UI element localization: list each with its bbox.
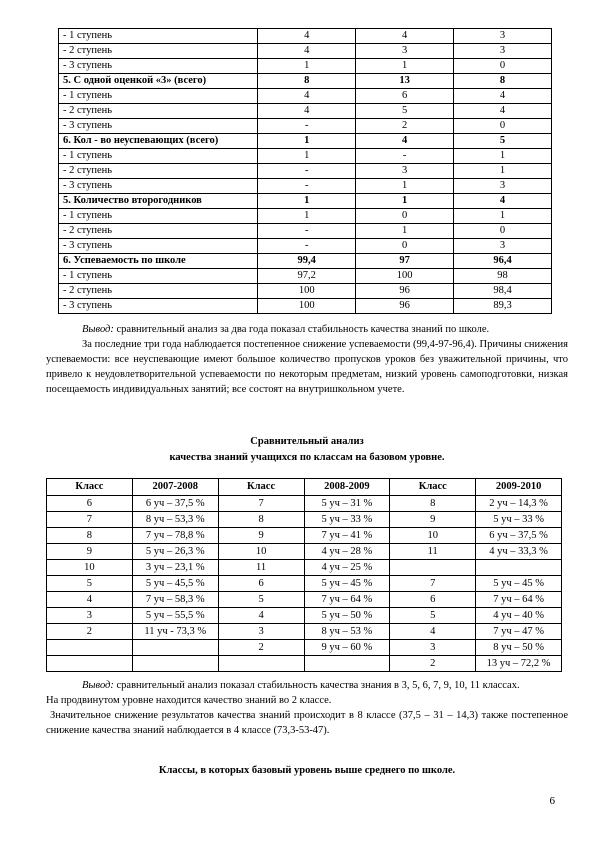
quality-2007: 11 уч - 73,3 %: [132, 624, 218, 640]
conclusion-text-2: сравнительный анализ показал стабильность качества знания в 3, 5, 6, 7, 9, 10, 11 классах.: [113, 680, 520, 691]
value-2009: 1: [454, 209, 552, 224]
class-2008: [218, 656, 304, 672]
table-row: [59, 134, 552, 149]
table-row: [59, 149, 552, 164]
comparison-heading-line2: качества знаний учащихся по классам на базовом уровне.: [169, 452, 445, 463]
class-2008: 4: [218, 608, 304, 624]
value-2009: 1: [454, 164, 552, 179]
table-row: [59, 119, 552, 134]
quality-2009: 5 уч – 33 %: [476, 512, 562, 528]
value-2008: 96: [356, 284, 454, 299]
class-2009: 9: [390, 512, 476, 528]
table-row: [59, 284, 552, 299]
value-2008: 4: [356, 29, 454, 44]
class-2007: 5: [47, 576, 133, 592]
class-2007: 3: [47, 608, 133, 624]
table-row: [59, 74, 552, 89]
value-2008: 96: [356, 299, 454, 314]
quality-2008: 5 уч – 50 %: [304, 608, 390, 624]
class-2008: 2: [218, 640, 304, 656]
value-2007: 4: [258, 104, 356, 119]
table-row: [59, 254, 552, 269]
table-row: [59, 164, 552, 179]
quality-2008: 5 уч – 45 %: [304, 576, 390, 592]
header-class-3: Класс: [390, 479, 476, 496]
table-row: [47, 656, 562, 672]
class-2007: 4: [47, 592, 133, 608]
table-row: [47, 560, 562, 576]
conclusion-lead-2: Вывод:: [82, 680, 114, 691]
class-2008: 8: [218, 512, 304, 528]
value-2007: -: [258, 239, 356, 254]
class-comparison-table: [46, 478, 562, 672]
value-2009: 98,4: [454, 284, 552, 299]
class-2009: 2: [390, 656, 476, 672]
table-row: [47, 496, 562, 512]
quality-2007: 5 уч – 26,3 %: [132, 544, 218, 560]
value-2007: 1: [258, 134, 356, 149]
quality-2009: 13 уч – 72,2 %: [476, 656, 562, 672]
quality-2008: 9 уч – 60 %: [304, 640, 390, 656]
table-row: [59, 29, 552, 44]
class-2009: 11: [390, 544, 476, 560]
row-label: 5. С одной оценкой «3» (всего): [59, 74, 258, 89]
table-row: [59, 179, 552, 194]
row-label: - 3 ступень: [59, 179, 258, 194]
above-average-heading: Классы, в которых базовый уровень выше среднего по школе.: [158, 765, 456, 776]
quality-2009: 4 уч – 40 %: [476, 608, 562, 624]
class-2007: 10: [47, 560, 133, 576]
header-class-1: Класс: [47, 479, 133, 496]
table-row: [47, 624, 562, 640]
table-row: [47, 512, 562, 528]
row-label: - 1 ступень: [59, 269, 258, 284]
quality-2008: 4 уч – 28 %: [304, 544, 390, 560]
table-row: [59, 299, 552, 314]
value-2008: 6: [356, 89, 454, 104]
value-2007: -: [258, 164, 356, 179]
value-2009: 0: [454, 59, 552, 74]
table-row: [47, 544, 562, 560]
value-2009: 4: [454, 104, 552, 119]
class-2009: 10: [390, 528, 476, 544]
header-year-2: 2008-2009: [304, 479, 390, 496]
class-2008: 7: [218, 496, 304, 512]
value-2007: 1: [258, 59, 356, 74]
class-2007: 2: [47, 624, 133, 640]
quality-2009: 4 уч – 33,3 %: [476, 544, 562, 560]
quality-2007: [132, 656, 218, 672]
row-label: - 3 ступень: [59, 59, 258, 74]
value-2007: 4: [258, 89, 356, 104]
quality-2007: 6 уч – 37,5 %: [132, 496, 218, 512]
class-2009: 5: [390, 608, 476, 624]
value-2008: 2: [356, 119, 454, 134]
value-2008: 4: [356, 134, 454, 149]
value-2008: 100: [356, 269, 454, 284]
value-2007: 100: [258, 299, 356, 314]
value-2007: 8: [258, 74, 356, 89]
value-2007: 1: [258, 149, 356, 164]
value-2009: 4: [454, 194, 552, 209]
row-label: - 2 ступень: [59, 224, 258, 239]
quality-2009: 7 уч – 47 %: [476, 624, 562, 640]
value-2009: 0: [454, 224, 552, 239]
quality-2009: 8 уч – 50 %: [476, 640, 562, 656]
quality-2008: 8 уч – 53 %: [304, 624, 390, 640]
conclusion-text: сравнительный анализ за два года показал стабильность качества знаний по школе.: [113, 324, 490, 335]
statistics-table: [58, 28, 552, 314]
value-2007: 1: [258, 194, 356, 209]
class-2007: 9: [47, 544, 133, 560]
value-2007: -: [258, 224, 356, 239]
class-2009: 6: [390, 592, 476, 608]
value-2007: -: [258, 119, 356, 134]
quality-2008: 7 уч – 41 %: [304, 528, 390, 544]
value-2008: 1: [356, 59, 454, 74]
table-row: [47, 576, 562, 592]
value-2007: 4: [258, 44, 356, 59]
class-2009: [390, 560, 476, 576]
value-2009: 96,4: [454, 254, 552, 269]
conclusion-line-2: [46, 678, 568, 693]
value-2009: 98: [454, 269, 552, 284]
value-2007: 97,2: [258, 269, 356, 284]
class-2008: 5: [218, 592, 304, 608]
table-header-row: [47, 479, 562, 496]
row-label: - 2 ступень: [59, 44, 258, 59]
table-row: [59, 104, 552, 119]
table-row: [59, 89, 552, 104]
table-row: [59, 269, 552, 284]
row-label: 6. Успеваемость по школе: [59, 254, 258, 269]
value-2009: 3: [454, 44, 552, 59]
value-2008: 13: [356, 74, 454, 89]
advanced-level-text: На продвинутом уровне находится качество знаний во 2 классе.: [46, 695, 332, 706]
quality-2009: 6 уч – 37,5 %: [476, 528, 562, 544]
class-2009: 3: [390, 640, 476, 656]
quality-2007: 7 уч – 58,3 %: [132, 592, 218, 608]
value-2009: 3: [454, 29, 552, 44]
table-row: [59, 224, 552, 239]
value-2009: 3: [454, 179, 552, 194]
quality-2008: [304, 656, 390, 672]
class-2009: 8: [390, 496, 476, 512]
row-label: 5. Количество второгодников: [59, 194, 258, 209]
value-2009: 4: [454, 89, 552, 104]
value-2008: 1: [356, 179, 454, 194]
value-2008: 1: [356, 194, 454, 209]
conclusion-line: [46, 322, 568, 337]
table-row: [59, 209, 552, 224]
table-row: [47, 640, 562, 656]
quality-2007: 5 уч – 45,5 %: [132, 576, 218, 592]
value-2008: 97: [356, 254, 454, 269]
value-2007: 100: [258, 284, 356, 299]
quality-2007: 8 уч – 53,3 %: [132, 512, 218, 528]
table-row: [47, 608, 562, 624]
comparison-heading-line1: Сравнительный анализ: [250, 436, 364, 447]
row-label: - 2 ступень: [59, 164, 258, 179]
value-2008: 5: [356, 104, 454, 119]
value-2008: 3: [356, 164, 454, 179]
class-2009: 7: [390, 576, 476, 592]
class-2008: 10: [218, 544, 304, 560]
quality-2008: 4 уч – 25 %: [304, 560, 390, 576]
decline-text: Значительное снижение результатов качества знаний происходит в 8 классе (37,5 – 31 – 14,3) также постепенное снижение качества знаний наблюдается в 4 классе (73,3-53-47).: [46, 710, 568, 736]
quality-2008: 5 уч – 31 %: [304, 496, 390, 512]
class-2008: 11: [218, 560, 304, 576]
quality-2009: 7 уч – 64 %: [476, 592, 562, 608]
quality-2009: [476, 560, 562, 576]
conclusion-lead: Вывод:: [82, 324, 114, 335]
row-label: - 1 ступень: [59, 209, 258, 224]
quality-2007: 7 уч – 78,8 %: [132, 528, 218, 544]
quality-2007: [132, 640, 218, 656]
value-2007: 1: [258, 209, 356, 224]
quality-2008: 5 уч – 33 %: [304, 512, 390, 528]
class-2007: [47, 656, 133, 672]
value-2009: 8: [454, 74, 552, 89]
quality-2007: 5 уч – 55,5 %: [132, 608, 218, 624]
row-label: 6. Кол - во неуспевающих (всего): [59, 134, 258, 149]
class-2007: 8: [47, 528, 133, 544]
table-row: [59, 194, 552, 209]
class-2007: 6: [47, 496, 133, 512]
row-label: - 2 ступень: [59, 284, 258, 299]
table-row: [59, 59, 552, 74]
header-year-3: 2009-2010: [476, 479, 562, 496]
conclusion-paragraph-1: [46, 322, 568, 397]
conclusion-paragraph-2: [46, 678, 568, 738]
class-2008: 3: [218, 624, 304, 640]
value-2007: 99,4: [258, 254, 356, 269]
value-2008: 3: [356, 44, 454, 59]
row-label: - 3 ступень: [59, 119, 258, 134]
value-2007: -: [258, 179, 356, 194]
row-label: - 3 ступень: [59, 239, 258, 254]
header-year-1: 2007-2008: [132, 479, 218, 496]
value-2008: -: [356, 149, 454, 164]
table-row: [47, 528, 562, 544]
quality-2008: 7 уч – 64 %: [304, 592, 390, 608]
value-2007: 4: [258, 29, 356, 44]
quality-2009: 2 уч – 14,3 %: [476, 496, 562, 512]
quality-2007: 3 уч – 23,1 %: [132, 560, 218, 576]
class-2008: 6: [218, 576, 304, 592]
value-2008: 0: [356, 209, 454, 224]
value-2008: 0: [356, 239, 454, 254]
class-2009: 4: [390, 624, 476, 640]
value-2009: 3: [454, 239, 552, 254]
value-2008: 1: [356, 224, 454, 239]
page-number: 6: [549, 795, 555, 807]
class-2008: 9: [218, 528, 304, 544]
row-label: - 1 ступень: [59, 29, 258, 44]
class-2007: 7: [47, 512, 133, 528]
reasons-text: За последние три года наблюдается постепенное снижение успеваемости (99,4-97-96,4). Причины снижения успеваемости: все неуспевающие имеют большое количество пропусков уроков без уважительной причины, что привело к неудовлетворительной успеваемости по некоторым предметам, низкий уровень самоподготовки, низкая посещаемость индивидуальных занятий; все состоят на внутришкольном учете.: [46, 339, 568, 395]
class-2007: [47, 640, 133, 656]
value-2009: 0: [454, 119, 552, 134]
table-row: [59, 44, 552, 59]
table-row: [59, 239, 552, 254]
header-class-2: Класс: [218, 479, 304, 496]
value-2009: 1: [454, 149, 552, 164]
quality-2009: 5 уч – 45 %: [476, 576, 562, 592]
row-label: - 3 ступень: [59, 299, 258, 314]
table-row: [47, 592, 562, 608]
comparison-heading: [46, 434, 568, 466]
row-label: - 1 ступень: [59, 89, 258, 104]
row-label: - 2 ступень: [59, 104, 258, 119]
row-label: - 1 ступень: [59, 149, 258, 164]
value-2009: 89,3: [454, 299, 552, 314]
value-2009: 5: [454, 134, 552, 149]
